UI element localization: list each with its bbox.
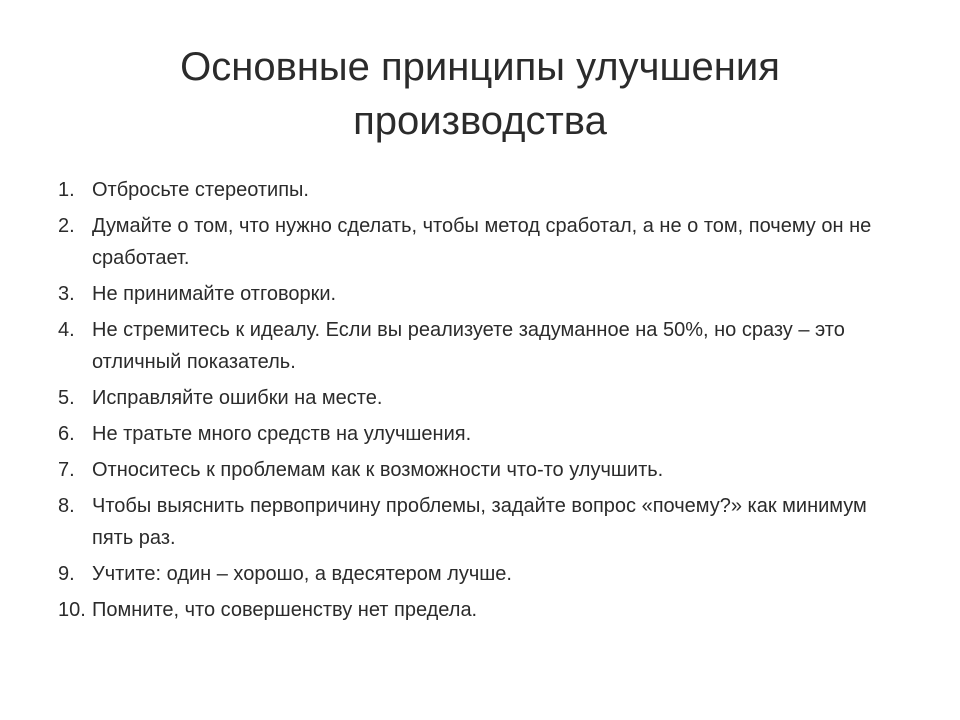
item-number: 1. [58, 179, 75, 201]
list-item [58, 382, 918, 414]
list-item [58, 490, 918, 554]
list-item [58, 558, 918, 590]
list-item [58, 314, 918, 378]
item-number: 8. [58, 495, 75, 517]
slide-title [80, 40, 880, 148]
item-text: Не стремитесь к идеалу. Если вы реализуете задуманное на 50%, но сразу – это отличный показатель. [92, 319, 845, 373]
item-number: 5. [58, 387, 75, 409]
item-number: 6. [58, 423, 75, 445]
item-number: 4. [58, 319, 75, 341]
item-number: 9. [58, 563, 75, 585]
item-text: Относитесь к проблемам как к возможности что-то улучшить. [92, 459, 664, 481]
list-item [58, 418, 918, 450]
item-text: Помните, что совершенству нет предела. [92, 599, 478, 621]
item-text: Учтите: один – хорошо, а вдесятером лучше. [92, 563, 512, 585]
item-text: Не тратьте много средств на улучшения. [92, 423, 472, 445]
item-text: Отбросьте стереотипы. [92, 179, 309, 201]
item-text: Думайте о том, что нужно сделать, чтобы метод сработал, а не о том, почему он не сработает. [92, 215, 872, 269]
item-text: Чтобы выяснить первопричину проблемы, задайте вопрос «почему?» как минимум пять раз. [92, 495, 867, 549]
list-item [58, 454, 918, 486]
slide-title-line-1: Основные принципы улучшения [180, 45, 780, 89]
list-item [58, 594, 918, 626]
item-number: 3. [58, 283, 75, 305]
item-text: Не принимайте отговорки. [92, 283, 337, 305]
item-number: 10. [58, 599, 86, 621]
item-text: Исправляйте ошибки на месте. [92, 387, 383, 409]
list-item [58, 210, 918, 274]
slide-title-line-2: производства [353, 99, 607, 143]
principles-list [58, 174, 918, 630]
list-item [58, 278, 918, 310]
item-number: 7. [58, 459, 75, 481]
list-item [58, 174, 918, 206]
item-number: 2. [58, 215, 75, 237]
